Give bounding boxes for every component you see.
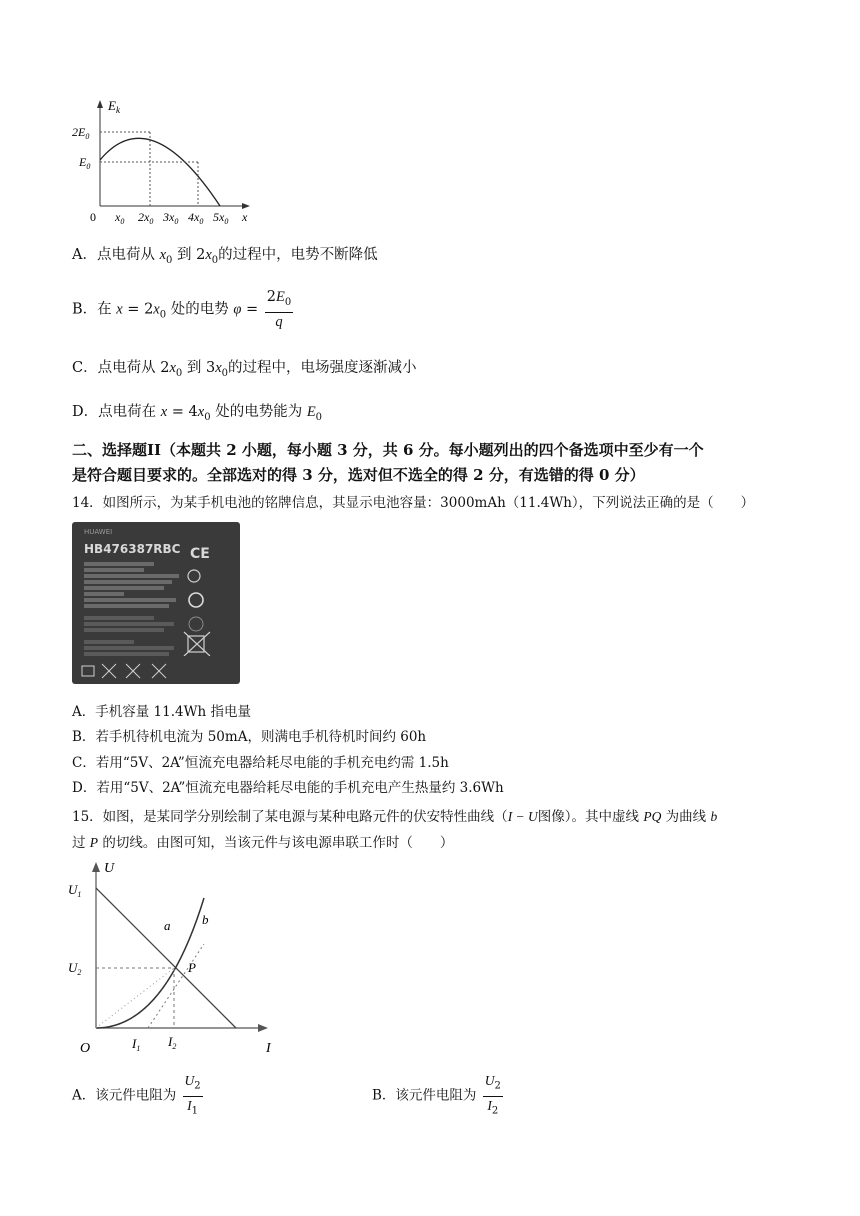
u-axis-arrow xyxy=(92,862,100,872)
line-a xyxy=(96,888,236,1028)
q13-option-b: B．在 $x = 2x_0$ 处的电势 φ = $\frac{2E_0}{q}$ xyxy=(72,289,292,330)
tick-2x0: $2x_0$ xyxy=(138,210,154,226)
x-axis-label: x xyxy=(242,210,248,224)
u1-label: $U_1$ xyxy=(68,882,82,899)
tick-e0: $E_0$ xyxy=(79,155,91,171)
battery-spec-lines xyxy=(84,560,184,658)
q15-option-b: B．该元件电阻为 $\frac{U_2}{I_2}$ xyxy=(372,1072,503,1120)
curve-a-label: a xyxy=(164,918,171,933)
i-axis-label: I xyxy=(266,1041,271,1056)
resistance-fraction-a: $\frac{U_2}{I_1}$ xyxy=(184,1073,201,1117)
section2-line1: 二、选择题II（本题共 2 小题，每小题 3 分，共 6 分。每小题列出的四个备选项中至少有一个 xyxy=(72,441,704,459)
battery-brand: HUAWEI xyxy=(84,528,113,536)
ek-curve xyxy=(100,138,220,206)
y-axis-label: $E_k$ xyxy=(108,98,120,115)
tick-3x0: $3x_0$ xyxy=(163,210,179,226)
ce-mark: CE xyxy=(190,546,210,562)
q13-option-c: C．点电荷从 $2x_0$ 到 $3x_0$的过程中，电场强度逐渐减小 xyxy=(72,360,417,379)
u2-label: $U_2$ xyxy=(68,960,82,977)
q14-stem: 14．如图所示，为某手机电池的铭牌信息，其显示电池容量：3000mAh（11.4Wh），下列说法正确的是（ ） xyxy=(72,495,755,511)
y-axis-arrow xyxy=(97,100,103,108)
battery-bottom-icons xyxy=(80,662,190,680)
recycle-mark-icon xyxy=(189,593,203,607)
battery-symbols xyxy=(182,566,232,656)
tick-2e0: $2E_0$ xyxy=(72,125,90,141)
origin-label: O xyxy=(80,1041,91,1056)
q15-stem-line2: 过 P 的切线。由图可知，当该元件与该电源串联工作时（ ） xyxy=(72,835,454,851)
bin-icon-1 xyxy=(82,666,94,676)
battery-label-image xyxy=(72,522,240,684)
crossed-bin-icon xyxy=(184,632,210,656)
q13-option-a: A．点电荷从 $x_0$ 到 $2x_0$的过程中，电势不断降低 xyxy=(72,247,378,266)
section2-line2: 是符合题目要求的。全部选对的得 3 分，选对但不选全的得 2 分，有选错的得 0 分） xyxy=(72,466,645,484)
q13-option-d: D．点电荷在 $x = 4x_0$ 处的电势能为 $E_0$ xyxy=(72,404,323,423)
iu-graph xyxy=(64,858,289,1058)
x-axis-arrow xyxy=(242,203,250,209)
mobius-icon xyxy=(189,617,203,631)
i-axis-arrow xyxy=(258,1024,268,1032)
q14-option-c: C．若用“5V、2A”恒流充电器给耗尽电能的手机充电约需 1.5h xyxy=(72,755,449,771)
q14-option-a: A．手机容量 11.4Wh 指电量 xyxy=(72,704,251,720)
i2-label: $I_2$ xyxy=(168,1034,177,1051)
dash-op xyxy=(96,968,174,1028)
tangent-pq xyxy=(148,944,204,1028)
point-p-label: P xyxy=(188,960,196,975)
tick-4x0: $4x_0$ xyxy=(188,210,204,226)
battery-model: HB476387RBC xyxy=(84,542,181,556)
u-axis-label: U xyxy=(104,861,115,876)
i1-label: $I_1$ xyxy=(132,1036,141,1053)
q15-stem-line1: 15．如图，是某同学分别绘制了某电源与某种电路元件的伏安特性曲线（I − U图像）。其中虚线 PQ 为曲线 b xyxy=(72,809,718,825)
resistance-fraction-b: $\frac{U_2}{I_2}$ xyxy=(484,1073,501,1117)
tick-0: 0 xyxy=(90,210,96,224)
q14-option-d: D．若用“5V、2A”恒流充电器给耗尽电能的手机充电产生热量约 3.6Wh xyxy=(72,780,504,796)
tick-5x0: $5x_0$ xyxy=(213,210,229,226)
q15-option-a: A．该元件电阻为 $\frac{U_2}{I_1}$ xyxy=(72,1072,203,1120)
ek-x-graph xyxy=(70,98,260,226)
p-mark-icon xyxy=(188,570,200,582)
tick-x0: $x_0$ xyxy=(115,210,125,226)
curve-b-label: b xyxy=(202,912,209,927)
q14-option-b: B．若手机待机电流为 50mA，则满电手机待机时间约 60h xyxy=(72,729,427,745)
potential-fraction: $\frac{2E_0}{q}$ xyxy=(266,289,292,330)
